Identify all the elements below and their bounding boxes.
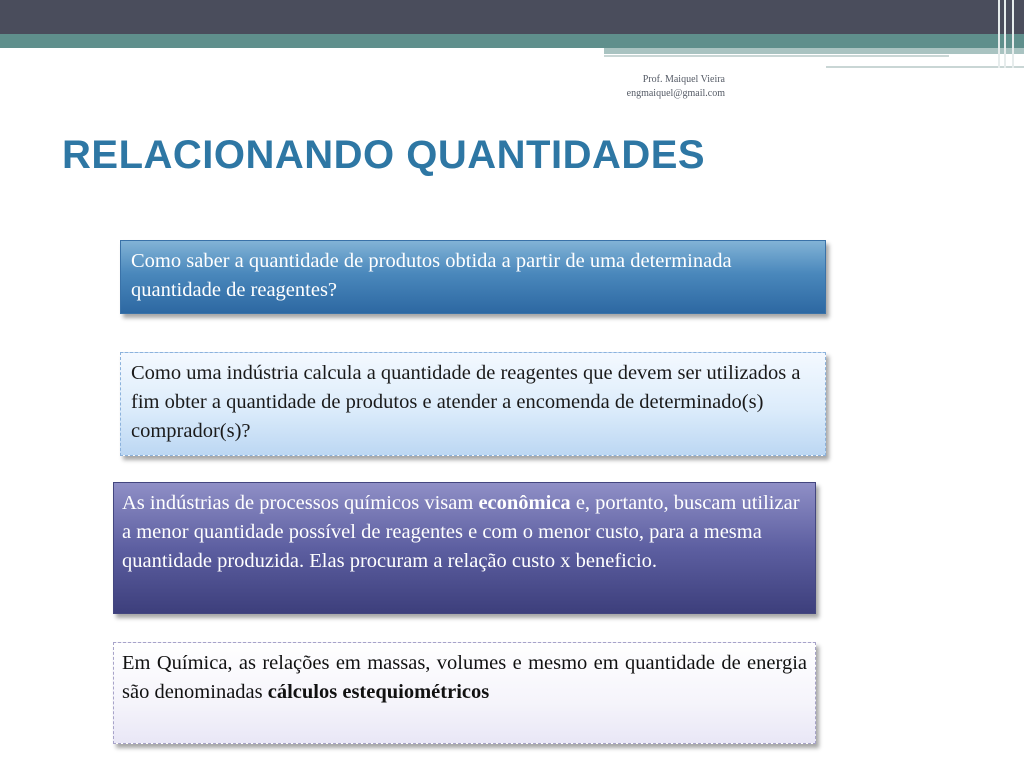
- question-box-products: Como saber a quantidade de produtos obtida a partir de uma determinada quantidade de reagentes?: [120, 240, 826, 314]
- author-name: Prof. Maiquel Vieira: [642, 74, 725, 85]
- decorative-vertical-line: [998, 0, 1000, 68]
- decorative-vertical-line: [1012, 0, 1014, 68]
- decorative-rule: [826, 66, 1024, 68]
- decorative-vertical-line: [1004, 0, 1006, 68]
- light-teal-band: [604, 48, 1024, 54]
- economics-box: [113, 482, 816, 614]
- question-box-industry: Como uma indústria calcula a quantidade de reagentes que devem ser utilizados a fim obter a quantidade de produtos e atender a encomenda de determinado(s) comprador(s)?: [120, 352, 826, 456]
- top-decorative-bar: [0, 0, 1024, 34]
- economics-text-start: As indústrias de processos químicos visam: [122, 492, 479, 514]
- stoichiometry-box: [113, 642, 816, 744]
- teal-decorative-band: [0, 34, 1024, 48]
- economics-bold-term: econômica: [478, 492, 571, 514]
- economics-text-end: e, portanto, buscam utilizar a menor quantidade possível de reagentes e com o menor custo, para a mesma quantidade produzida. Elas procuram a relação custo x beneficio.: [122, 492, 800, 572]
- stoichiometry-text: Em Química, as relações em massas, volumes e mesmo em quantidade de energia são denominadas: [122, 652, 807, 703]
- decorative-rule: [604, 55, 949, 57]
- slide-title: RELACIONANDO QUANTIDADES: [62, 133, 706, 177]
- stoichiometry-bold-term: cálculos estequiométricos: [267, 681, 490, 703]
- author-email: engmaiquel@gmail.com: [626, 88, 725, 99]
- author-block: [600, 73, 725, 101]
